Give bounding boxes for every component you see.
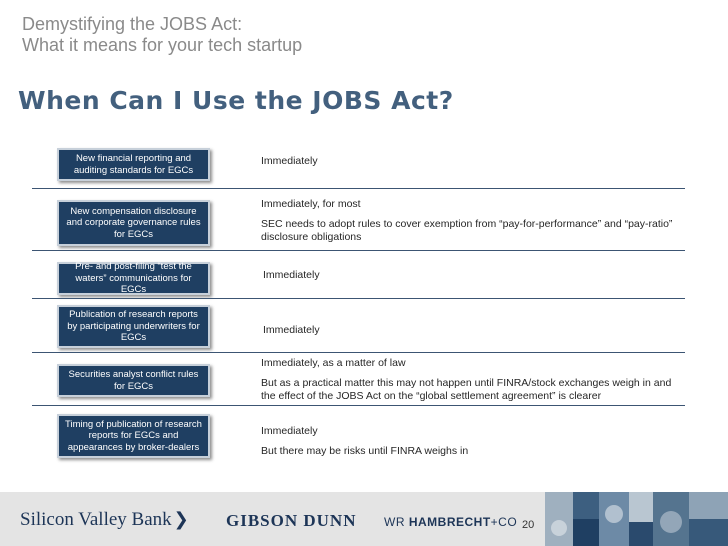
wr-hambrecht-logo — [384, 515, 517, 529]
timing-line: Immediately — [263, 269, 320, 281]
timing-text-analyst-conflict — [261, 357, 681, 403]
timing-text-financial-reporting — [261, 155, 318, 168]
provision-box-financial-reporting: New financial reporting and auditing standards for EGCs — [57, 148, 210, 181]
page-number: 20 — [522, 519, 535, 531]
timing-text-research-reports — [263, 324, 320, 337]
timing-note: But as a practical matter this may not happen until FINRA/stock exchanges weigh in and the effect of the JOBS Act on the “global settlement agreement” is clearer — [261, 377, 672, 402]
svb-logo — [20, 509, 189, 531]
provision-box-research-reports: Publication of research reports by participating underwriters for EGCs — [57, 305, 210, 348]
timing-text-compensation-disclosure — [261, 198, 681, 244]
timing-note: But there may be risks until FINRA weighs in — [261, 445, 469, 457]
timing-line: Immediately — [261, 425, 318, 437]
presentation-title-line1: Demystifying the JOBS Act: — [22, 14, 243, 34]
photo-collage-image — [545, 492, 728, 546]
timing-note: SEC needs to adopt rules to cover exemption from “pay-for-performance” and “pay-ratio” disclosure obligations — [261, 218, 673, 243]
provision-box-test-the-waters: Pre- and post-filing “test the waters” communications for EGCs — [57, 262, 210, 295]
divider — [32, 250, 685, 251]
timing-line: Immediately, as a matter of law — [261, 357, 406, 369]
wr-hambrecht-suffix: +CO — [490, 515, 518, 529]
timing-text-publication-timing — [261, 425, 468, 458]
divider — [32, 352, 685, 353]
slide-title: When Can I Use the JOBS Act? — [18, 86, 454, 115]
presentation-title-line2: What it means for your tech startup — [22, 35, 303, 55]
wr-hambrecht-name: HAMBRECHT — [408, 515, 491, 529]
chevron-right-icon: ❯ — [173, 509, 189, 530]
provision-box-compensation-disclosure: New compensation disclosure and corporate governance rules for EGCs — [57, 200, 210, 246]
provision-box-analyst-conflict: Securities analyst conflict rules for EGCs — [57, 364, 210, 397]
divider — [32, 298, 685, 299]
timing-line: Immediately — [263, 324, 320, 336]
wr-hambrecht-prefix: WR — [384, 515, 409, 529]
provision-box-publication-timing: Timing of publication of research reports for EGCs and appearances by broker-dealers — [57, 414, 210, 458]
divider — [32, 188, 685, 189]
timing-text-test-the-waters — [263, 269, 320, 282]
timing-line: Immediately, for most — [261, 198, 361, 210]
svb-logo-text: Silicon Valley Bank — [20, 509, 172, 530]
timing-line: Immediately — [261, 155, 318, 167]
gibson-dunn-logo: GIBSON DUNN — [226, 511, 357, 530]
presentation-title — [22, 14, 302, 56]
divider — [32, 405, 685, 406]
